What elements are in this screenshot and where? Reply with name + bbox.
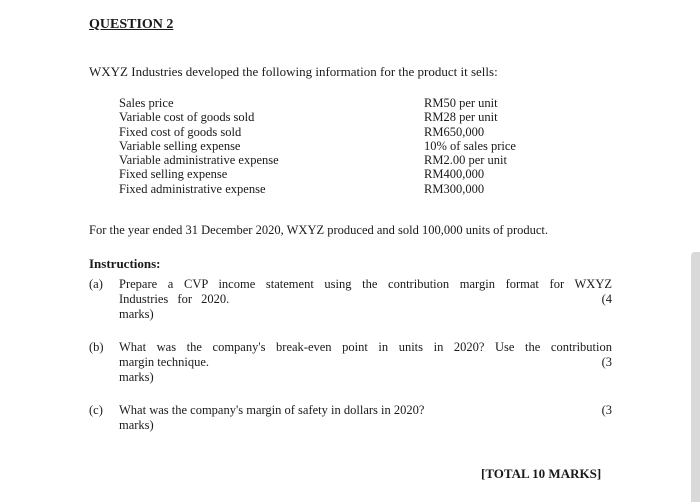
- part-a-line1: Prepare a CVP income statement using the contribution margin format for WXYZ: [119, 277, 612, 291]
- part-c-line1: What was the company's margin of safety in dollars in 2020?: [119, 403, 425, 417]
- item-label: Sales price: [119, 96, 174, 110]
- item-label: Variable administrative expense: [119, 153, 279, 168]
- part-b-line2: margin technique.: [119, 355, 210, 369]
- scrollbar[interactable]: [691, 252, 700, 502]
- item-label: Fixed administrative expense: [119, 181, 266, 196]
- item-value: RM28 per unit: [424, 110, 498, 125]
- part-b-marks-open: (3: [601, 355, 612, 369]
- item-label: Variable selling expense: [119, 138, 241, 153]
- part-a-marks-open: (4: [601, 292, 612, 306]
- item-label: Fixed cost of goods sold: [119, 124, 242, 139]
- part-letter: (a): [89, 277, 103, 291]
- item-value: 10% of sales price: [424, 138, 516, 153]
- item-label: Fixed selling expense: [119, 167, 228, 182]
- production-summary: For the year ended 31 December 2020, WXYZ produced and sold 100,000 units of product.: [89, 223, 549, 237]
- item-value: RM50 per unit: [424, 96, 498, 110]
- part-letter: (b): [89, 340, 104, 354]
- part-a-marks-close: marks): [119, 307, 154, 321]
- cost-item-labels: [119, 96, 279, 196]
- instructions-title: Instructions:: [89, 256, 161, 271]
- item-label: Variable cost of goods sold: [119, 110, 255, 125]
- item-value: RM650,000: [424, 124, 485, 139]
- item-value: RM400,000: [424, 167, 485, 182]
- part-letter: (c): [89, 403, 103, 417]
- part-a-line2: Industries for 2020.: [119, 292, 230, 306]
- part-c-marks-close: marks): [119, 418, 154, 432]
- intro-text: WXYZ Industries developed the following information for the product it sells:: [89, 64, 498, 79]
- total-marks: [TOTAL 10 MARKS]: [481, 466, 602, 481]
- item-value: RM2.00 per unit: [424, 153, 507, 168]
- part-b-marks-close: marks): [119, 370, 154, 384]
- part-b-line1: What was the company's break-even point in units in 2020? Use the contribution: [119, 340, 612, 354]
- question-title: QUESTION 2: [89, 17, 174, 32]
- cost-item-values: [424, 96, 516, 196]
- item-value: RM300,000: [424, 181, 485, 196]
- part-c-marks-open: (3: [601, 403, 612, 417]
